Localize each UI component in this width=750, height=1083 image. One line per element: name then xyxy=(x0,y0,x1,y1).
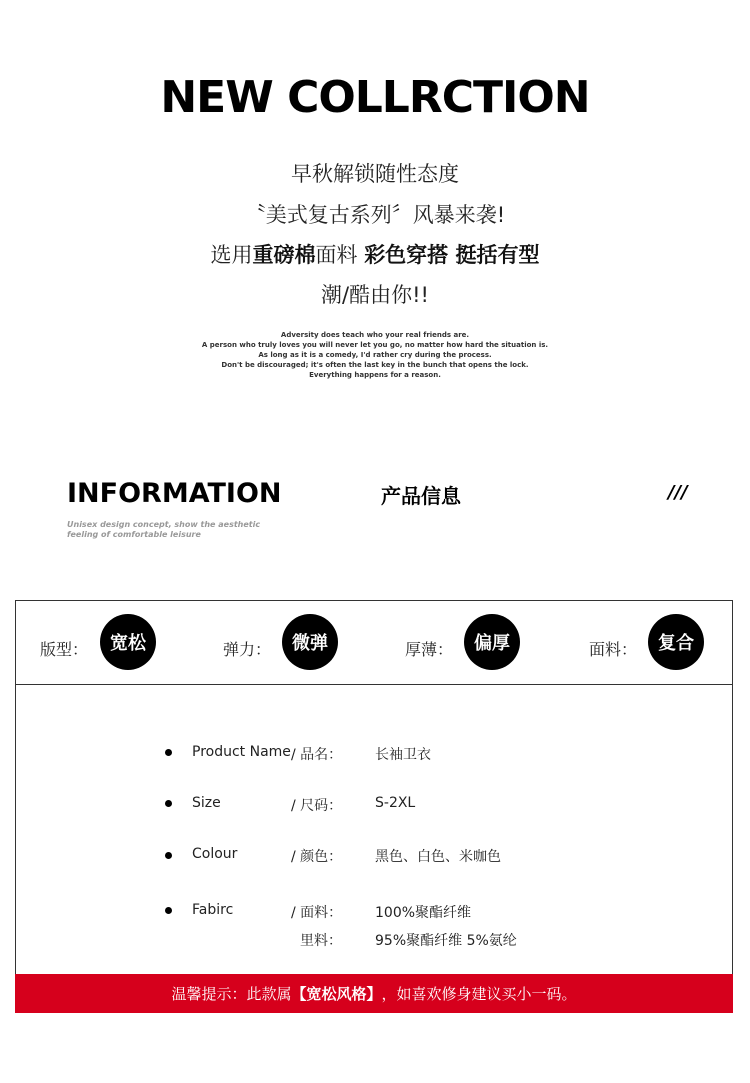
quote-block xyxy=(0,330,750,380)
box-divider xyxy=(15,684,733,685)
intro-line-1: 早秋解锁随性态度 xyxy=(291,162,459,186)
banner-suffix: ，如喜欢修身建议买小一码。 xyxy=(381,985,577,1003)
attr-label-fit: 版型： xyxy=(40,640,89,659)
attr-value-material: 复合 xyxy=(648,614,704,670)
intro-line-4: 潮/酷由你!! xyxy=(321,283,429,307)
intro-line-2: 〝美式复古系列〞风暴来袭! xyxy=(244,203,506,227)
banner-prefix: 温馨提示：此款属 xyxy=(171,985,292,1003)
notice-banner xyxy=(15,974,733,1013)
intro-line-3-c: 面料 xyxy=(315,243,358,267)
attr-value-elasticity: 微弹 xyxy=(282,614,338,670)
detail-lining-value: 95%聚酯纤维 5%氨纶 xyxy=(375,933,517,949)
quote-line: As long as it is a comedy, I'd rather cry during the process. xyxy=(258,351,492,359)
banner-highlight: 【宽松风格】 xyxy=(291,985,382,1003)
detail-colour-cn: / 颜色： xyxy=(291,849,343,865)
detail-fabric-cn: / 面料： xyxy=(291,905,343,921)
detail-size-cn: / 尺码： xyxy=(291,798,343,814)
detail-colour-label: Colour xyxy=(192,846,238,862)
detail-fabric-value: 100%聚酯纤维 xyxy=(375,905,472,921)
detail-colour-value: 黑色、白色、米咖色 xyxy=(375,849,501,865)
info-title: INFORMATION xyxy=(67,478,282,509)
bullet-dot xyxy=(165,749,172,756)
detail-fabric-label: Fabirc xyxy=(192,902,234,918)
intro-line-3-a: 选用 xyxy=(210,243,253,267)
quote-line: A person who truly loves you will never let you go, no matter how hard the situation is. xyxy=(201,341,549,349)
detail-size-value: S-2XL xyxy=(375,795,416,811)
detail-name-value: 长袖卫衣 xyxy=(375,747,431,763)
detail-size-label: Size xyxy=(192,795,221,811)
detail-name-label: Product Name xyxy=(192,744,291,760)
slashes-decoration: /// xyxy=(668,482,688,503)
intro-line-3 xyxy=(0,239,750,269)
info-subtitle-1: Unisex design concept, show the aesthetic xyxy=(67,520,261,529)
info-title-cn: 产品信息 xyxy=(381,484,461,508)
intro-line-3-d: 彩色穿搭 挺括有型 xyxy=(364,243,540,267)
bullet-dot xyxy=(165,852,172,859)
info-subtitle-2: feeling of comfortable leisure xyxy=(67,530,201,539)
quote-line: Don't be discouraged; it's often the last key in the bunch that opens the lock. xyxy=(221,361,529,369)
quote-line: Everything happens for a reason. xyxy=(309,371,441,379)
headline: NEW COLLRCTION xyxy=(160,72,590,123)
bullet-dot xyxy=(165,800,172,807)
attr-value-fit: 宽松 xyxy=(100,614,156,670)
intro-line-3-b: 重磅棉 xyxy=(252,243,316,267)
detail-name-cn: / 品名： xyxy=(291,747,343,763)
detail-lining-cn: 里料： xyxy=(300,933,342,949)
attr-label-material: 面料： xyxy=(589,640,638,659)
bullet-dot xyxy=(165,907,172,914)
attr-value-thickness: 偏厚 xyxy=(464,614,520,670)
quote-line: Adversity does teach who your real friends are. xyxy=(280,331,470,339)
attr-label-thickness: 厚薄： xyxy=(405,640,454,659)
attr-label-elasticity: 弹力： xyxy=(223,640,272,659)
